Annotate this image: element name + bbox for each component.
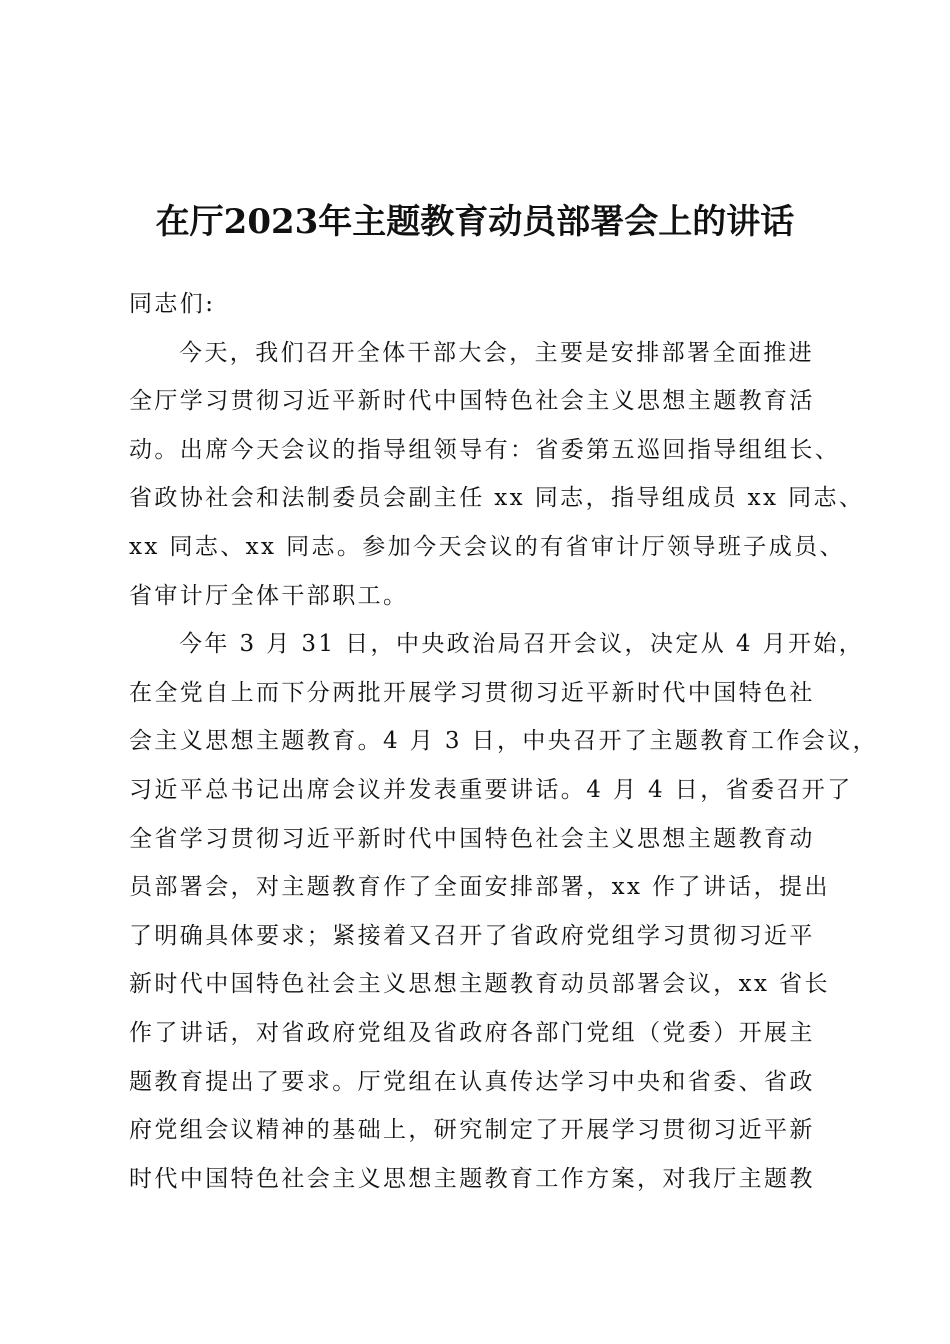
paragraph-line: 习近平总书记出席会议并发表重要讲话。4 月 4 日，省委召开了 [129,776,853,803]
paragraph-line: 动。出席今天会议的指导组领导有：省委第五巡回指导组组长、 [129,436,841,463]
paragraph-line: 了明确具体要求；紧接着又召开了省政府党组学习贯彻习近平 [129,922,815,949]
greeting: 同志们: [129,291,216,317]
paragraph-line: 在全党自上而下分两批开展学习贯彻习近平新时代中国特色社 [129,679,815,706]
paragraph-line: 会主义思想主题教育。4 月 3 日，中央召开了主题教育工作会议， [129,728,878,755]
paragraph-line: 新时代中国特色社会主义思想主题教育动员部署会议，xx 省长 [129,971,830,998]
paragraph-line: 作了讲话，对省政府党组及省政府各部门党组（党委）开展主 [129,1019,815,1046]
paragraph-line: 今年 3 月 31 日，中央政治局召开会议，决定从 4 月开始， [179,631,865,658]
document-body [129,280,878,1203]
paragraph-line: 时代中国特色社会主义思想主题教育工作方案，对我厅主题教 [129,1165,815,1192]
paragraph-line: xx 同志、xx 同志。参加今天会议的有省审计厅领导班子成员、 [129,533,845,560]
paragraph-2 [129,620,878,1203]
paragraph-line: 府党组会议精神的基础上，研究制定了开展学习贯彻习近平新 [129,1117,815,1144]
paragraph-line: 今天，我们召开全体干部大会，主要是安排部署全面推进 [179,339,814,366]
paragraph-1 [129,329,865,621]
paragraph-line: 省政协社会和法制委员会副主任 xx 同志，指导组成员 xx 同志、 [129,485,865,512]
document-title: 在厅2023年主题教育动员部署会上的讲话 [155,202,795,242]
paragraph-line: 题教育提出了要求。厅党组在认真传达学习中央和省委、省政 [129,1068,815,1095]
paragraph-line: 省审计厅全体干部职工。 [129,582,409,609]
paragraph-line: 员部署会，对主题教育作了全面安排部署，xx 作了讲话，提出 [129,874,830,901]
paragraph-line: 全省学习贯彻习近平新时代中国特色社会主义思想主题教育动 [129,825,815,852]
paragraph-line: 全厅学习贯彻习近平新时代中国特色社会主义思想主题教育活 [129,388,815,415]
